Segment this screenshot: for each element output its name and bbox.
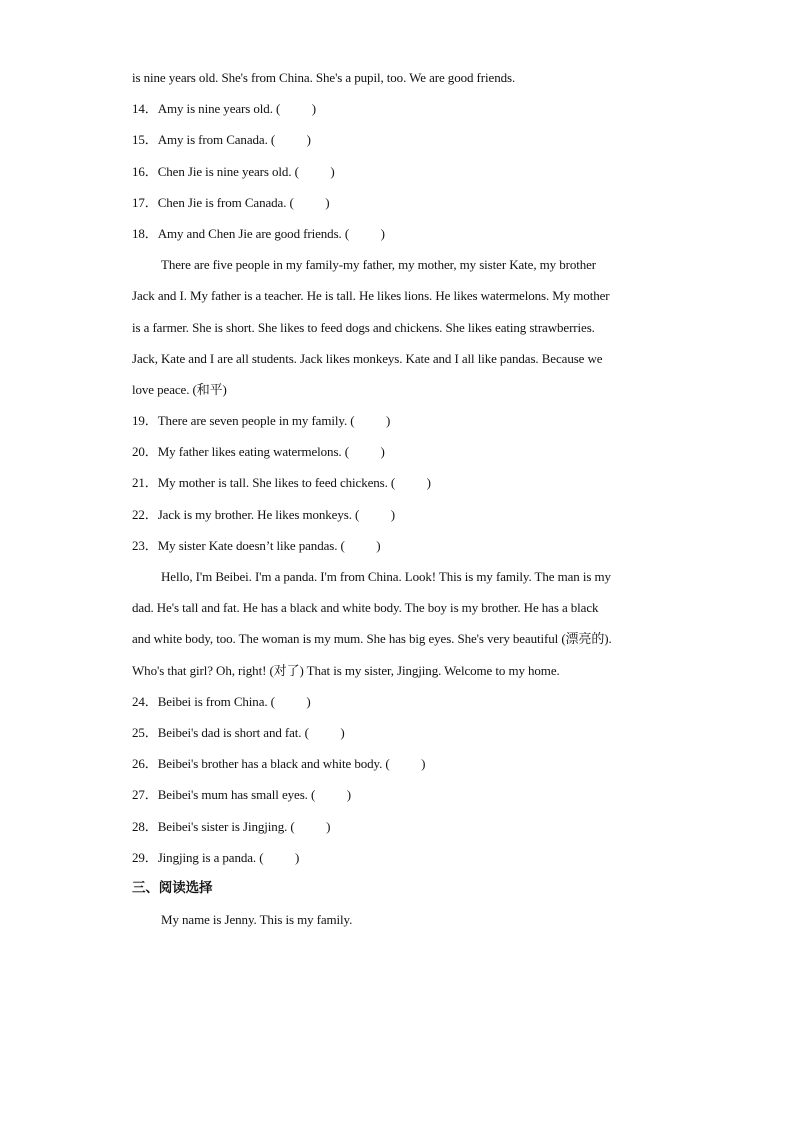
answer-blank: ): [389, 756, 426, 772]
question-number: 27．: [132, 787, 158, 803]
page-content: [132, 62, 662, 935]
question-text: My mother is tall. She likes to feed chickens. (: [157, 475, 396, 491]
answer-blank: ): [315, 787, 351, 803]
question-number: 22．: [132, 506, 158, 522]
question-number: 28．: [132, 818, 158, 834]
passage-3: [132, 561, 662, 686]
passage-4-first-line: My name is Jenny. This is my family.: [161, 912, 353, 928]
question-15: [132, 124, 662, 155]
answer-blank: ): [274, 693, 311, 709]
question-text: My father likes eating watermelons. (: [157, 444, 349, 460]
question-text: Beibei is from China. (: [157, 693, 275, 709]
passage-2-line: love peace. (和平): [132, 381, 227, 397]
question-text: There are seven people in my family. (: [157, 413, 355, 429]
answer-blank: ): [359, 506, 395, 522]
question-number: 17．: [132, 194, 158, 210]
answer-blank: ): [298, 163, 335, 179]
question-24: [132, 686, 662, 717]
answer-blank: ): [294, 818, 331, 834]
question-text: Amy is from Canada. (: [157, 132, 276, 148]
answer-blank: ): [395, 475, 431, 491]
answer-blank: ): [275, 132, 311, 148]
question-text: Jingjing is a panda. (: [157, 849, 264, 865]
question-27: [132, 779, 662, 810]
answer-blank: ): [354, 413, 391, 429]
answer-blank: ): [280, 101, 316, 117]
question-17: [132, 187, 662, 218]
question-21: [132, 467, 662, 498]
question-text: Jack is my brother. He likes monkeys. (: [157, 506, 360, 522]
question-number: 21．: [132, 475, 158, 491]
answer-blank: ): [348, 444, 385, 460]
question-18: [132, 218, 662, 249]
passage-1-tail: is nine years old. She's from China. She's a pupil, too. We are good friends.: [132, 70, 516, 85]
question-23: [132, 530, 662, 561]
question-text: Beibei's sister is Jingjing. (: [157, 818, 295, 834]
question-number: 15．: [132, 132, 158, 148]
question-text: Amy and Chen Jie are good friends. (: [157, 225, 350, 241]
passage-3-line: dad. He's tall and fat. He has a black and white body. The boy is my brother. He has a black: [132, 600, 599, 616]
question-number: 20．: [132, 444, 158, 460]
question-number: 23．: [132, 537, 158, 553]
question-16: [132, 156, 662, 187]
question-29: [132, 842, 662, 873]
passage-3-line: Hello, I'm Beibei. I'm a panda. I'm from China. Look! This is my family. The man is my: [161, 569, 611, 584]
question-number: 14．: [132, 101, 158, 117]
question-number: 26．: [132, 756, 158, 772]
question-text: Beibei's dad is short and fat. (: [157, 724, 309, 740]
question-26: [132, 748, 662, 779]
question-20: [132, 436, 662, 467]
question-22: [132, 499, 662, 530]
question-25: [132, 717, 662, 748]
passage-2-line: Jack, Kate and I are all students. Jack likes monkeys. Kate and I all like pandas. Because we: [132, 350, 603, 366]
answer-blank: ): [263, 849, 300, 865]
answer-blank: ): [293, 194, 330, 210]
passage-2-line: There are five people in my family-my father, my mother, my sister Kate, my brother: [161, 257, 597, 273]
section-heading: 三、阅读选择: [132, 879, 213, 896]
question-group-c: [132, 686, 662, 873]
question-text: Beibei's mum has small eyes. (: [157, 787, 316, 803]
question-number: 25．: [132, 724, 158, 740]
question-number: 18．: [132, 225, 158, 241]
answer-blank: ): [344, 537, 381, 553]
question-text: My sister Kate doesn’t like pandas. (: [157, 537, 345, 553]
passage-2: [132, 249, 662, 405]
question-number: 16．: [132, 163, 158, 179]
passage-3-line: Who's that girl? Oh, right! (对了) That is my sister, Jingjing. Welcome to my home.: [132, 662, 560, 678]
question-group-b: [132, 405, 662, 561]
passage-2-line: is a farmer. She is short. She likes to feed dogs and chickens. She likes eating strawberries.: [132, 319, 595, 335]
question-number: 24．: [132, 693, 158, 709]
question-number: 19．: [132, 413, 158, 429]
question-14: [132, 93, 662, 124]
question-text: Beibei's brother has a black and white body. (: [157, 756, 390, 772]
question-28: [132, 811, 662, 842]
passage-3-line: and white body, too. The woman is my mum. She has big eyes. She's very beautiful (漂亮的).: [132, 631, 612, 647]
passage-2-line: Jack and I. My father is a teacher. He is tall. He likes lions. He likes watermelons. My mother: [132, 288, 610, 304]
question-19: [132, 405, 662, 436]
question-text: Chen Jie is from Canada. (: [157, 194, 294, 210]
question-text: Chen Jie is nine years old. (: [157, 163, 299, 179]
question-text: Amy is nine years old. (: [157, 101, 281, 117]
question-group-a: [132, 93, 662, 249]
answer-blank: ): [349, 225, 385, 241]
answer-blank: ): [308, 724, 345, 740]
question-number: 29．: [132, 849, 158, 865]
